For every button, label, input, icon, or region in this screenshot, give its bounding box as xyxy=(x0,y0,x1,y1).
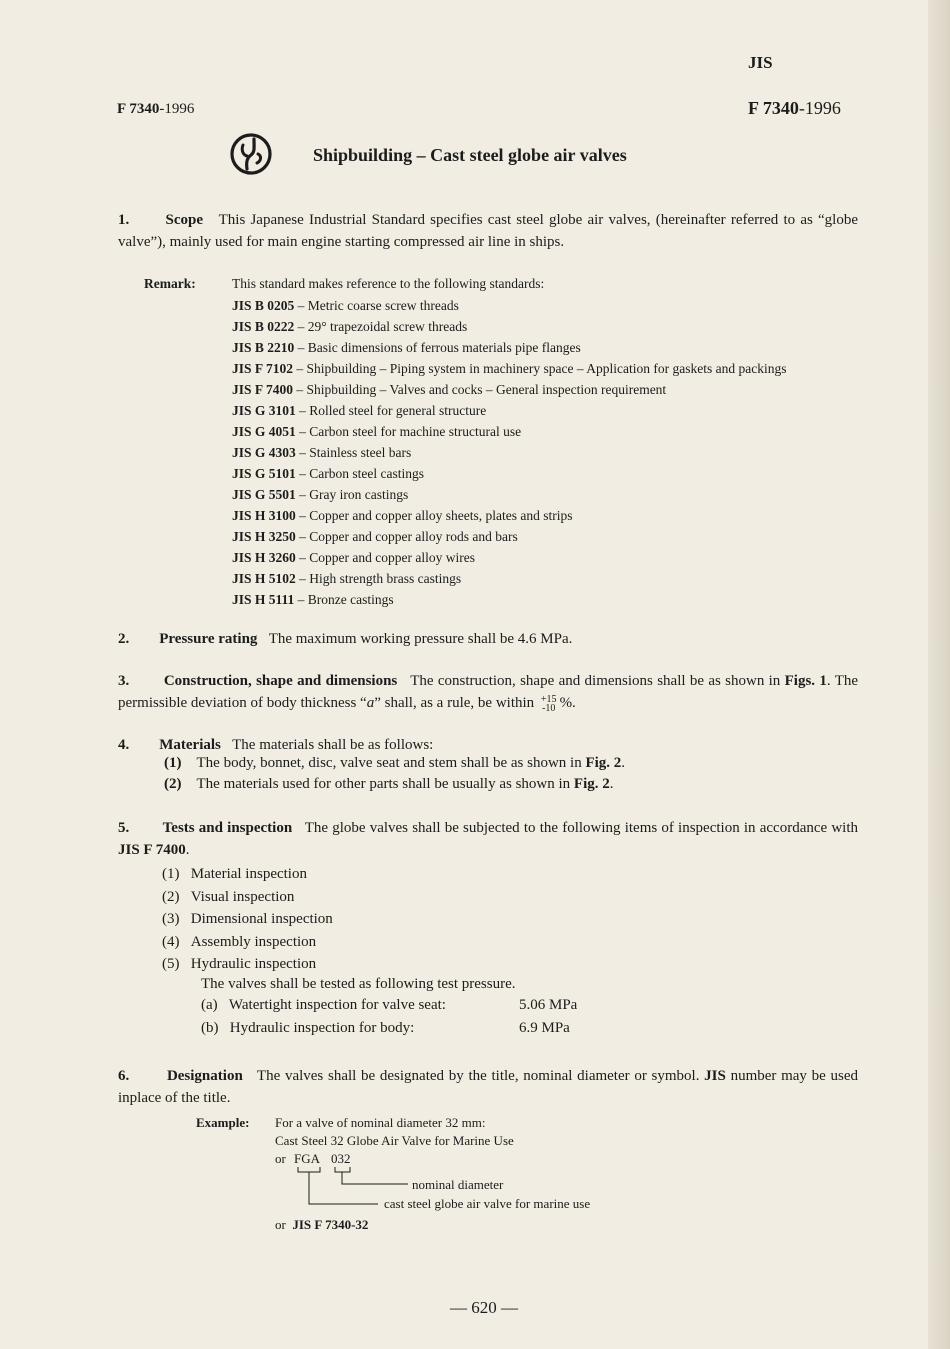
reference-code: JIS B 2210 xyxy=(232,340,295,355)
reference-desc: – Carbon steel castings xyxy=(299,466,424,481)
section-heading: Designation xyxy=(166,1068,243,1084)
example-or: or xyxy=(275,1151,286,1166)
item-number: (3) xyxy=(162,911,180,927)
jis-label: JIS xyxy=(704,1068,726,1084)
section-text: The valves shall be designated by the title, nominal diameter or symbol. xyxy=(256,1068,705,1084)
reference-desc: – Shipbuilding – Valves and cocks – General inspection requirement xyxy=(296,382,667,397)
section-text: ” shall, as a rule, be within xyxy=(374,695,535,711)
section-heading: Scope xyxy=(165,212,204,228)
section-heading: Tests and inspection xyxy=(162,820,293,836)
reference-desc: – 29° trapezoidal screw threads xyxy=(297,319,468,334)
section-text: number may be used inplace of the title. xyxy=(118,1068,858,1106)
header-left-code: F 7340-1996 xyxy=(117,101,195,117)
section-text: . xyxy=(185,842,190,858)
reference-desc: – Rolled steel for general structure xyxy=(299,403,487,418)
reference-desc: – Metric coarse screw threads xyxy=(297,298,459,313)
figure-ref: Figs. 1 xyxy=(784,673,827,689)
example-line: For a valve of nominal diameter 32 mm: xyxy=(275,1115,486,1130)
item-text: Dimensional inspection xyxy=(190,911,333,927)
reference-code: JIS G 5101 xyxy=(232,466,296,481)
section-heading: Pressure rating xyxy=(159,631,258,647)
page-title: Shipbuilding – Cast steel globe air valves xyxy=(313,145,627,165)
example-jis-number: or JIS F 7340-32 xyxy=(275,1217,369,1232)
annotation-nominal: nominal diameter xyxy=(412,1177,504,1192)
thickness-symbol: a xyxy=(366,695,375,711)
reference-code: JIS B 0222 xyxy=(232,319,295,334)
page-number: — 620 — xyxy=(450,1298,518,1317)
reference-desc: – Copper and copper alloy sheets, plates and strips xyxy=(299,508,573,523)
section-text: %. xyxy=(559,695,576,711)
pressure-item: (a) Watertight inspection for valve seat: xyxy=(201,997,446,1013)
section-text: The globe valves shall be subjected to the following items of inspection in accordance with xyxy=(304,820,859,836)
reference-code: JIS H 5102 xyxy=(232,571,296,586)
reference-code: JIS F 7102 xyxy=(232,361,294,376)
section-number: 1. xyxy=(118,212,130,228)
section-number: 2. xyxy=(118,631,130,647)
reference-code: JIS G 3101 xyxy=(232,403,296,418)
reference-code: JIS H 3260 xyxy=(232,550,296,565)
reference-desc: – Stainless steel bars xyxy=(299,445,412,460)
reference-code: JIS B 0205 xyxy=(232,298,295,313)
hydraulic-note: The valves shall be tested as following test pressure. xyxy=(201,976,516,992)
section-number: 4. xyxy=(118,737,130,753)
section-number: 6. xyxy=(118,1068,130,1084)
item-number: (1) xyxy=(162,866,180,882)
section-text: The materials shall be as follows: xyxy=(232,737,434,753)
reference-desc: – Copper and copper alloy wires xyxy=(299,550,475,565)
annotation-type: cast steel globe air valve for marine use xyxy=(384,1196,591,1211)
reference-code: JIS H 3250 xyxy=(232,529,296,544)
reference-desc: – Copper and copper alloy rods and bars xyxy=(299,529,518,544)
reference-desc: – Basic dimensions of ferrous materials pipe flanges xyxy=(297,340,581,355)
example-line: Cast Steel 32 Globe Air Valve for Marine Use xyxy=(275,1133,514,1148)
header-jis: JIS xyxy=(748,53,773,72)
reference-code: JIS G 4051 xyxy=(232,424,296,439)
remark-label: Remark: xyxy=(144,276,196,291)
pressure-value: 6.9 MPa xyxy=(519,1020,570,1036)
pressure-item: (b) Hydraulic inspection for body: xyxy=(201,1020,415,1036)
symbol-type: FGA xyxy=(294,1151,321,1166)
reference-desc: – Shipbuilding – Piping system in machinery space – Application for gaskets and packings xyxy=(296,361,787,376)
reference-code: JIS F 7400 xyxy=(232,382,294,397)
reference-desc: – High strength brass castings xyxy=(299,571,462,586)
reference-code: JIS H 3100 xyxy=(232,508,296,523)
header-right-code: F 7340-1996 xyxy=(748,98,841,118)
materials-item: (2) The materials used for other parts shall be usually as shown in Fig. 2. xyxy=(164,776,614,792)
section-number: 5. xyxy=(118,820,130,836)
remark-intro: This standard makes reference to the following standards: xyxy=(232,276,545,291)
section-text: The construction, shape and dimensions shall be as shown in xyxy=(410,673,781,689)
reference-code: JIS G 4303 xyxy=(232,445,296,460)
section-text: The maximum working pressure shall be 4.6 MPa. xyxy=(268,631,573,647)
item-number: (2) xyxy=(162,889,180,905)
item-text: Visual inspection xyxy=(190,889,295,905)
item-number: (4) xyxy=(162,934,180,950)
reference-desc: – Carbon steel for machine structural use xyxy=(299,424,522,439)
item-text: Material inspection xyxy=(190,866,307,882)
materials-item: (1) The body, bonnet, disc, valve seat and stem shall be as shown in Fig. 2. xyxy=(164,755,626,771)
section-text: . The permissible deviation of body thickness “ xyxy=(118,673,859,711)
item-text: Assembly inspection xyxy=(190,934,317,950)
section-number: 3. xyxy=(118,673,130,689)
standard-ref: JIS F 7400 xyxy=(118,842,186,858)
reference-code: JIS H 5111 xyxy=(232,592,295,607)
reference-desc: – Bronze castings xyxy=(297,592,394,607)
example-label: Example: xyxy=(196,1115,250,1130)
reference-desc: – Gray iron castings xyxy=(299,487,409,502)
item-number: (5) xyxy=(162,956,180,972)
symbol-diameter: 032 xyxy=(331,1151,351,1166)
reference-code: JIS G 5501 xyxy=(232,487,296,502)
item-text: Hydraulic inspection xyxy=(190,956,317,972)
tolerance-plus: +15 xyxy=(540,693,557,705)
section-heading: Materials xyxy=(159,737,221,753)
section-heading: Construction, shape and dimensions xyxy=(163,673,398,689)
tolerance-minus: -10 xyxy=(542,702,556,714)
section-text: This Japanese Industrial Standard specifies cast steel globe air valves, (hereinafter referred to as “globe valve”), mainly used for main engine starting compressed air line in ships. xyxy=(118,212,859,250)
pressure-value: 5.06 MPa xyxy=(519,997,578,1013)
